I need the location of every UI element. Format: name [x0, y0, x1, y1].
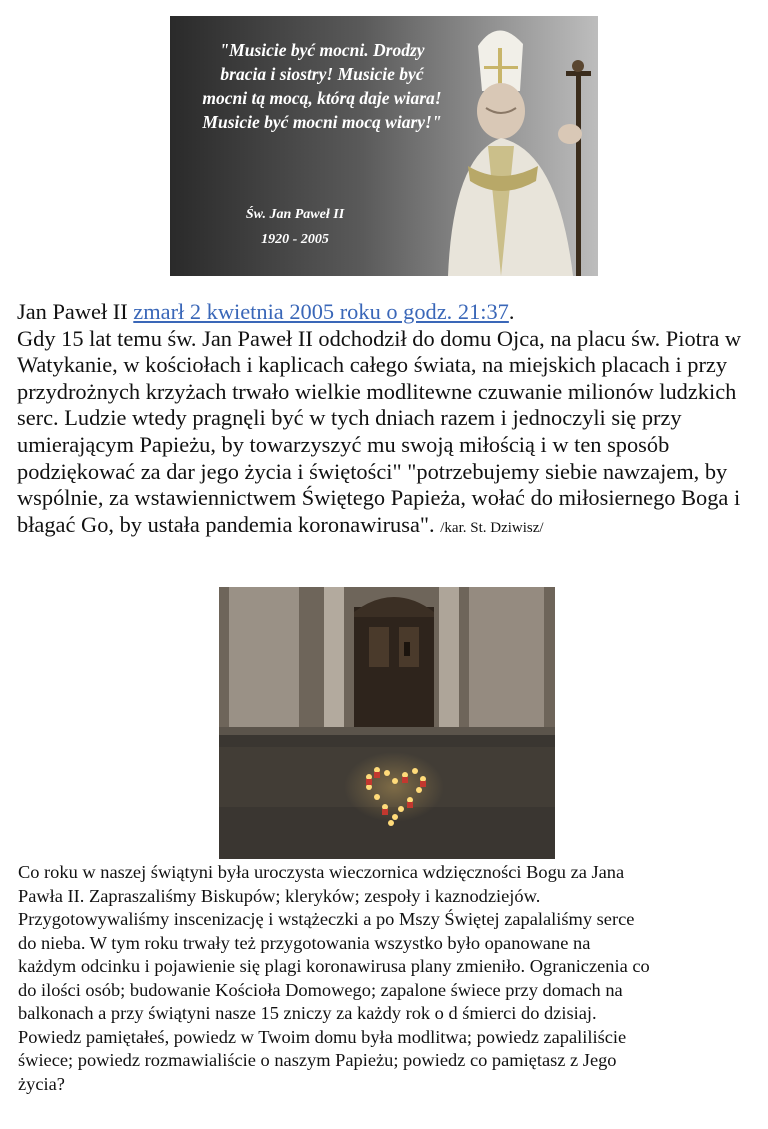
death-date-link[interactable]: zmarł 2 kwietnia 2005 roku o godz. 21:37: [133, 299, 509, 324]
closing-line: do nieba. W tym roku trwały też przygotowania wszystko było opanowane na: [18, 932, 591, 953]
quote-line: Musicie być mocni mocą wiary!": [202, 112, 442, 132]
quote-line: "Musicie być mocni. Drodzy: [219, 40, 425, 60]
quote-line: mocni tą mocą, którą daje wiara!: [202, 88, 442, 108]
quote-line: bracia i siostry! Musicie być: [220, 64, 424, 84]
main-paragraph: [17, 299, 762, 541]
body-text: Gdy 15 lat temu św. Jan Paweł II odchodził do domu Ojca, na placu św. Piotra w Watykanie, w kościołach i kaplicach całego świata, na miejskich placach i przy przydrożnych krzyżach trwało wielkie modlitewne czuwanie milionów ludzkich serc. Ludzie wtedy pragnęli być w tych dniach razem i jednoczyli się przy umierającym Papieżu, by towarzyszyć mu swoją miłością i w ten sposób podziękować za dar jego życia i świętości" "potrzebujemy siebie nawzajem, by wspólnie, za wstawiennictwem Świętego Papieża, wołać do miłosiernego Boga i błagać Go, by ustała pandemia koronawirusa".: [17, 325, 742, 537]
closing-line: każdym odcinku i pojawienie się plagi koronawirusa plany zmieniło. Ograniczenia co: [18, 956, 650, 976]
quote-banner-image: [170, 16, 598, 276]
closing-line: do ilości osób; budowanie Kościoła Domowego; zapalone świece przy domach na: [18, 979, 623, 1000]
signature-name: Św. Jan Paweł II: [245, 207, 345, 222]
candles-heart-photo: [219, 587, 555, 859]
closing-line: Co roku w naszej świątyni była uroczysta wieczornica wdzięczności Bogu za Jana: [18, 862, 625, 882]
banner-signature: [210, 202, 380, 252]
church-entrance-illustration: [219, 587, 555, 859]
closing-line: balkonach a przy świątyni nasze 15 zniczy za każdy rok o d śmierci do dzisiaj.: [18, 1003, 597, 1023]
signature-years: 1920 - 2005: [261, 232, 329, 247]
intro-prefix: Jan Paweł II: [17, 299, 134, 324]
intro-suffix: .: [508, 299, 515, 324]
closing-paragraph: [18, 861, 758, 1096]
closing-line: świece; powiedz rozmawialiście o naszym Papieżu; powiedz co pamiętasz z Jego: [18, 1050, 617, 1070]
closing-line: Pawła II. Zapraszaliśmy Biskupów; kleryków; zespoły i kaznodziejów.: [18, 885, 541, 906]
closing-line: życia?: [18, 1073, 65, 1094]
closing-line: Przygotowywaliśmy inscenizację i wstążeczki a po Mszy Świętej zapalaliśmy serce: [18, 909, 635, 929]
quote-source: /kar. St. Dziwisz/: [440, 519, 544, 536]
pope-portrait-illustration: [408, 16, 598, 276]
closing-line: Powiedz pamiętałeś, powiedz w Twoim domu była modlitwa; powiedz zapaliliście: [18, 1026, 627, 1047]
